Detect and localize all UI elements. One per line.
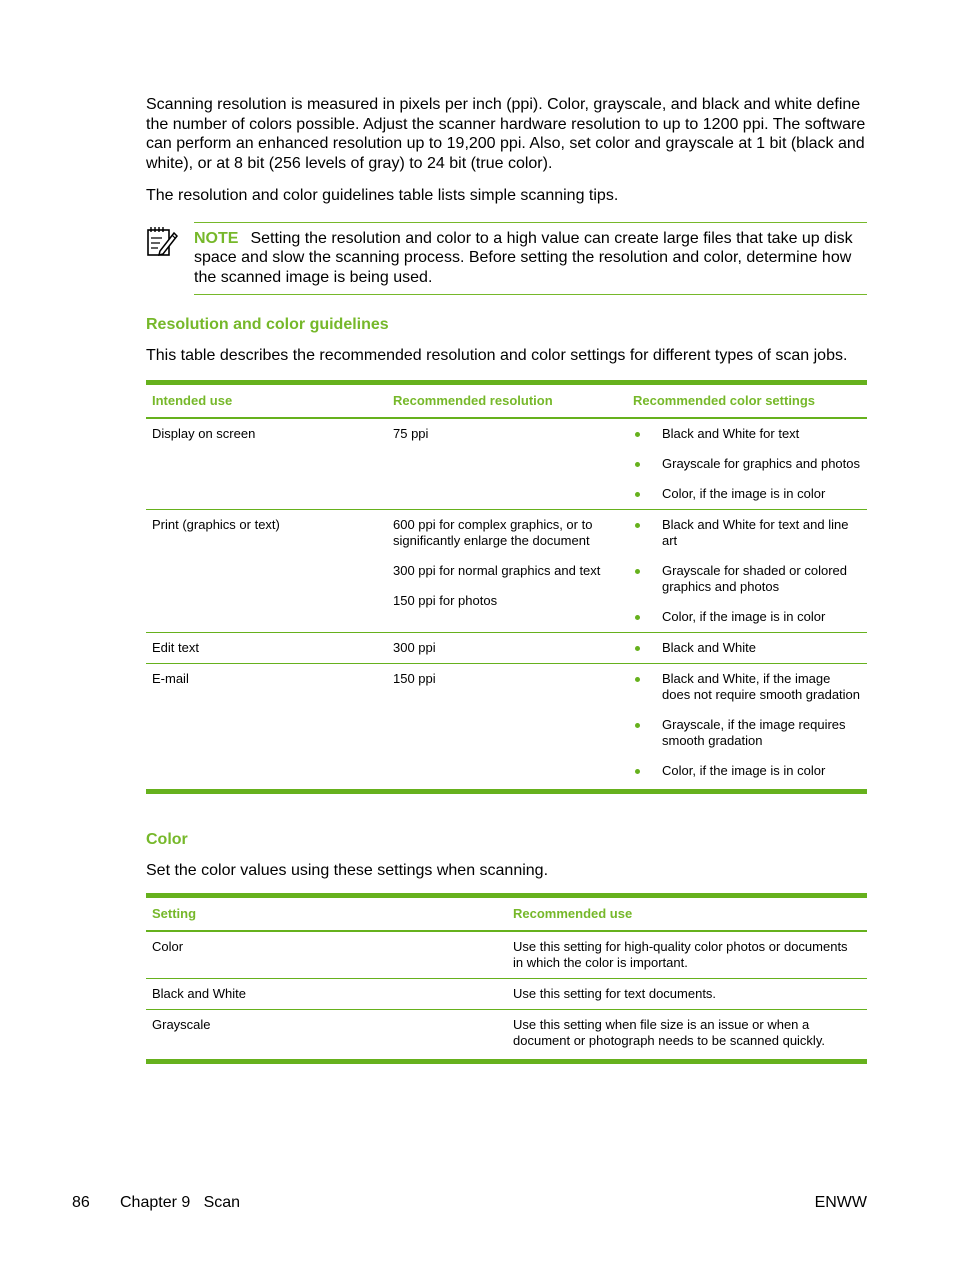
resolution-text: 600 ppi for complex graphics, or to significantly enlarge the document <box>393 516 593 548</box>
bullet-icon <box>635 615 640 620</box>
section-description-resolution: This table describes the recommended resolution and color settings for different types of scan jobs. <box>146 347 848 364</box>
note-text: Setting the resolution and color to a high value can create large files that take up disk space and slow the scanning process. Before setting the resolution and color, determine how the scanned image is being used. <box>194 229 853 286</box>
intro-paragraph-2: The resolution and color guidelines table lists simple scanning tips. <box>146 187 619 204</box>
column-header-intended-use: Intended use <box>146 382 387 418</box>
table-row <box>146 979 867 1010</box>
bullet-icon <box>635 569 640 574</box>
cell-use: Use this setting for high-quality color photos or documents in which the color is important. <box>507 931 867 979</box>
list-item: Black and White for text and line art <box>633 517 861 549</box>
cell-use: Print (graphics or text) <box>146 509 387 632</box>
bullet-icon <box>635 492 640 497</box>
table-row <box>146 632 867 663</box>
list-item: Color, if the image is in color <box>633 486 861 502</box>
cell-use: E-mail <box>146 663 387 791</box>
list-item: Black and White, if the image does not require smooth gradation <box>633 671 861 703</box>
table-header-row <box>146 382 867 418</box>
list-item: Black and White for text <box>633 426 861 442</box>
cell-setting: Grayscale <box>146 1010 507 1062</box>
table-row <box>146 931 867 979</box>
list-item: Black and White <box>633 640 861 656</box>
bullet-icon <box>635 462 640 467</box>
table-row <box>146 509 867 632</box>
cell-resolution <box>387 418 627 510</box>
table-row <box>146 1010 867 1062</box>
note-text-container <box>194 222 867 296</box>
bullet-icon <box>635 723 640 728</box>
resolution-table <box>146 380 867 794</box>
note-box <box>146 222 867 296</box>
cell-use: Use this setting when file size is an issue or when a document or photograph needs to be scanned quickly. <box>507 1010 867 1062</box>
page-number: 86 <box>72 1194 90 1211</box>
bullet-icon <box>635 523 640 528</box>
cell-resolution <box>387 509 627 632</box>
cell-resolution <box>387 663 627 791</box>
cell-color <box>627 632 867 663</box>
bullet-icon <box>635 432 640 437</box>
table-row <box>146 418 867 510</box>
list-item: Color, if the image is in color <box>633 609 861 625</box>
cell-resolution <box>387 632 627 663</box>
table-header-row <box>146 896 867 932</box>
resolution-text: 150 ppi <box>393 670 436 686</box>
list-item: Grayscale for shaded or colored graphics and photos <box>633 563 861 595</box>
column-header-color-settings: Recommended color settings <box>627 382 867 418</box>
resolution-text: 300 ppi for normal graphics and text <box>393 562 601 578</box>
list-item: Color, if the image is in color <box>633 763 861 779</box>
color-table <box>146 893 867 1064</box>
section-heading-resolution: Resolution and color guidelines <box>146 316 389 333</box>
table-row <box>146 663 867 791</box>
section-description-color: Set the color values using these settings when scanning. <box>146 861 549 879</box>
list-item: Grayscale, if the image requires smooth gradation <box>633 717 861 749</box>
cell-setting: Black and White <box>146 979 507 1010</box>
resolution-text: 300 ppi <box>393 639 436 655</box>
list-item: Grayscale for graphics and photos <box>633 456 861 472</box>
footer-label: ENWW <box>814 1194 867 1211</box>
page-content <box>146 95 867 1064</box>
column-header-resolution: Recommended resolution <box>387 382 627 418</box>
cell-use: Edit text <box>146 632 387 663</box>
column-header-setting: Setting <box>146 896 507 932</box>
cell-color <box>627 509 867 632</box>
cell-use: Use this setting for text documents. <box>507 979 867 1010</box>
bullet-icon <box>635 769 640 774</box>
chapter-title: Chapter 9 Scan <box>120 1194 241 1211</box>
section-heading-color: Color <box>146 830 188 848</box>
cell-color <box>627 663 867 791</box>
note-label: NOTE <box>194 229 239 247</box>
cell-color <box>627 418 867 510</box>
cell-setting: Color <box>146 931 507 979</box>
resolution-text: 150 ppi for photos <box>393 592 498 608</box>
resolution-text: 75 ppi <box>393 425 429 441</box>
intro-paragraph: Scanning resolution is measured in pixels per inch (ppi). Color, grayscale, and black and white define the number of colors possible. Adjust the scanner hardware resolution to up to 1200 ppi. The software can perform an enhanced resolution up to 19,200 ppi. Also, set color and grayscale at 1 bit (black and white), or at 8 bit (256 levels of gray) to 24 bit (true color). <box>146 96 866 172</box>
cell-use: Display on screen <box>146 418 387 510</box>
bullet-icon <box>635 646 640 651</box>
bullet-icon <box>635 677 640 682</box>
column-header-recommended-use: Recommended use <box>507 896 867 932</box>
note-pencil-icon <box>146 224 178 258</box>
